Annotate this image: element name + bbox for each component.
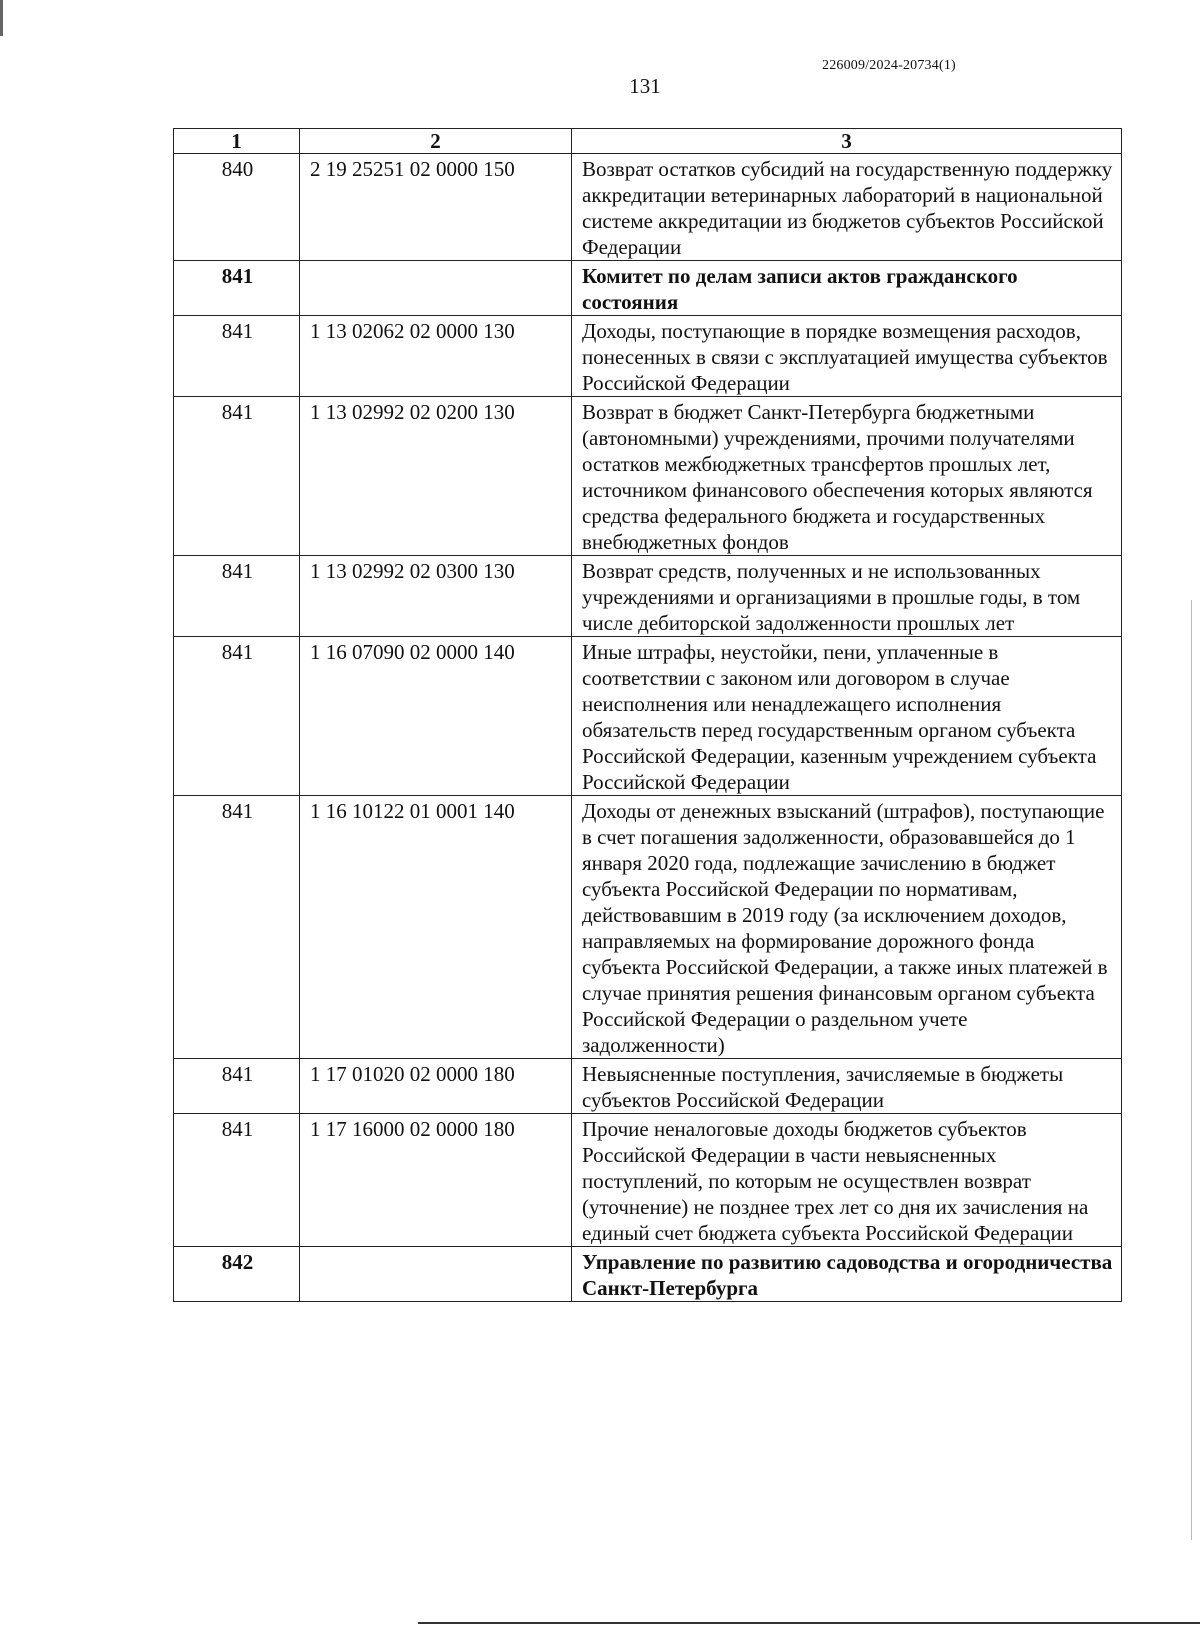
table-row bbox=[174, 556, 1122, 637]
description-cell: Иные штрафы, неустойки, пени, уплаченные в соответствии с законом или договором в случае неисполнения или ненадлежащего исполнения обязательств перед государственным органом субъекта Российской Федерации, казенным учреждением субъекта Российской Федерации bbox=[572, 637, 1122, 796]
budget-classification-code-cell: 1 16 10122 01 0001 140 bbox=[300, 796, 572, 1059]
admin-code-cell: 841 bbox=[174, 637, 300, 796]
admin-code-cell: 841 bbox=[174, 261, 300, 316]
admin-code-cell: 841 bbox=[174, 1114, 300, 1247]
budget-classification-code-cell bbox=[300, 1247, 572, 1302]
budget-classification-code-cell: 1 13 02062 02 0000 130 bbox=[300, 316, 572, 397]
document-number: 226009/2024-20734(1) bbox=[822, 58, 956, 73]
description-cell: Возврат в бюджет Санкт-Петербурга бюджетными (автономными) учреждениями, прочими получателями остатков межбюджетных трансфертов прошлых лет, источником финансового обеспечения которых являются средства федерального бюджета и государственных внебюджетных фондов bbox=[572, 397, 1122, 556]
table-row bbox=[174, 261, 1122, 316]
table-row bbox=[174, 1247, 1122, 1302]
budget-classification-code-cell: 1 13 02992 02 0200 130 bbox=[300, 397, 572, 556]
admin-code-cell: 841 bbox=[174, 316, 300, 397]
description-cell: Управление по развитию садоводства и огородничества Санкт-Петербурга bbox=[572, 1247, 1122, 1302]
column-header: 2 bbox=[300, 129, 572, 154]
table-row bbox=[174, 637, 1122, 796]
budget-classification-code-cell: 1 16 07090 02 0000 140 bbox=[300, 637, 572, 796]
budget-classification-code-cell: 2 19 25251 02 0000 150 bbox=[300, 154, 572, 261]
budget-classification-code-cell: 1 17 01020 02 0000 180 bbox=[300, 1059, 572, 1114]
description-cell: Возврат остатков субсидий на государственную поддержку аккредитации ветеринарных лабораторий в национальной системе аккредитации из бюджетов субъектов Российской Федерации bbox=[572, 154, 1122, 261]
page-number: 131 bbox=[629, 74, 661, 98]
description-cell: Доходы от денежных взысканий (штрафов), поступающие в счет погашения задолженности, образовавшейся до 1 января 2020 года, подлежащие зачислению в бюджет субъекта Российской Федерации по нормативам, действовавшим в 2019 году (за исключением доходов, направляемых на формирование дорожного фонда субъекта Российской Федерации, а также иных платежей в случае принятия решения финансовым органом субъекта Российской Федерации о раздельном учете задолженности) bbox=[572, 796, 1122, 1059]
description-cell: Прочие неналоговые доходы бюджетов субъектов Российской Федерации в части невыясненных поступлений, по которым не осуществлен возврат (уточнение) не позднее трех лет со дня их зачисления на единый счет бюджета субъекта Российской Федерации bbox=[572, 1114, 1122, 1247]
table-header-row bbox=[174, 129, 1122, 154]
table-row bbox=[174, 397, 1122, 556]
column-header: 3 bbox=[572, 129, 1122, 154]
description-cell: Доходы, поступающие в порядке возмещения расходов, понесенных в связи с эксплуатацией имущества субъектов Российской Федерации bbox=[572, 316, 1122, 397]
admin-code-cell: 840 bbox=[174, 154, 300, 261]
scan-edge-mark bbox=[0, 0, 3, 36]
revenue-codes-table bbox=[173, 128, 1122, 1302]
budget-classification-code-cell: 1 17 16000 02 0000 180 bbox=[300, 1114, 572, 1247]
scan-edge-mark bbox=[418, 1622, 1200, 1624]
budget-classification-code-cell: 1 13 02992 02 0300 130 bbox=[300, 556, 572, 637]
table-body bbox=[174, 154, 1122, 1302]
table-row bbox=[174, 316, 1122, 397]
table-row bbox=[174, 1059, 1122, 1114]
table-row bbox=[174, 154, 1122, 261]
admin-code-cell: 842 bbox=[174, 1247, 300, 1302]
scan-edge-mark bbox=[1191, 600, 1192, 1540]
admin-code-cell: 841 bbox=[174, 397, 300, 556]
description-cell: Комитет по делам записи актов гражданского состояния bbox=[572, 261, 1122, 316]
description-cell: Возврат средств, полученных и не использованных учреждениями и организациями в прошлые годы, в том числе дебиторской задолженности прошлых лет bbox=[572, 556, 1122, 637]
budget-classification-code-cell bbox=[300, 261, 572, 316]
admin-code-cell: 841 bbox=[174, 1059, 300, 1114]
table-row bbox=[174, 1114, 1122, 1247]
admin-code-cell: 841 bbox=[174, 796, 300, 1059]
admin-code-cell: 841 bbox=[174, 556, 300, 637]
column-header: 1 bbox=[174, 129, 300, 154]
description-cell: Невыясненные поступления, зачисляемые в бюджеты субъектов Российской Федерации bbox=[572, 1059, 1122, 1114]
table-row bbox=[174, 796, 1122, 1059]
